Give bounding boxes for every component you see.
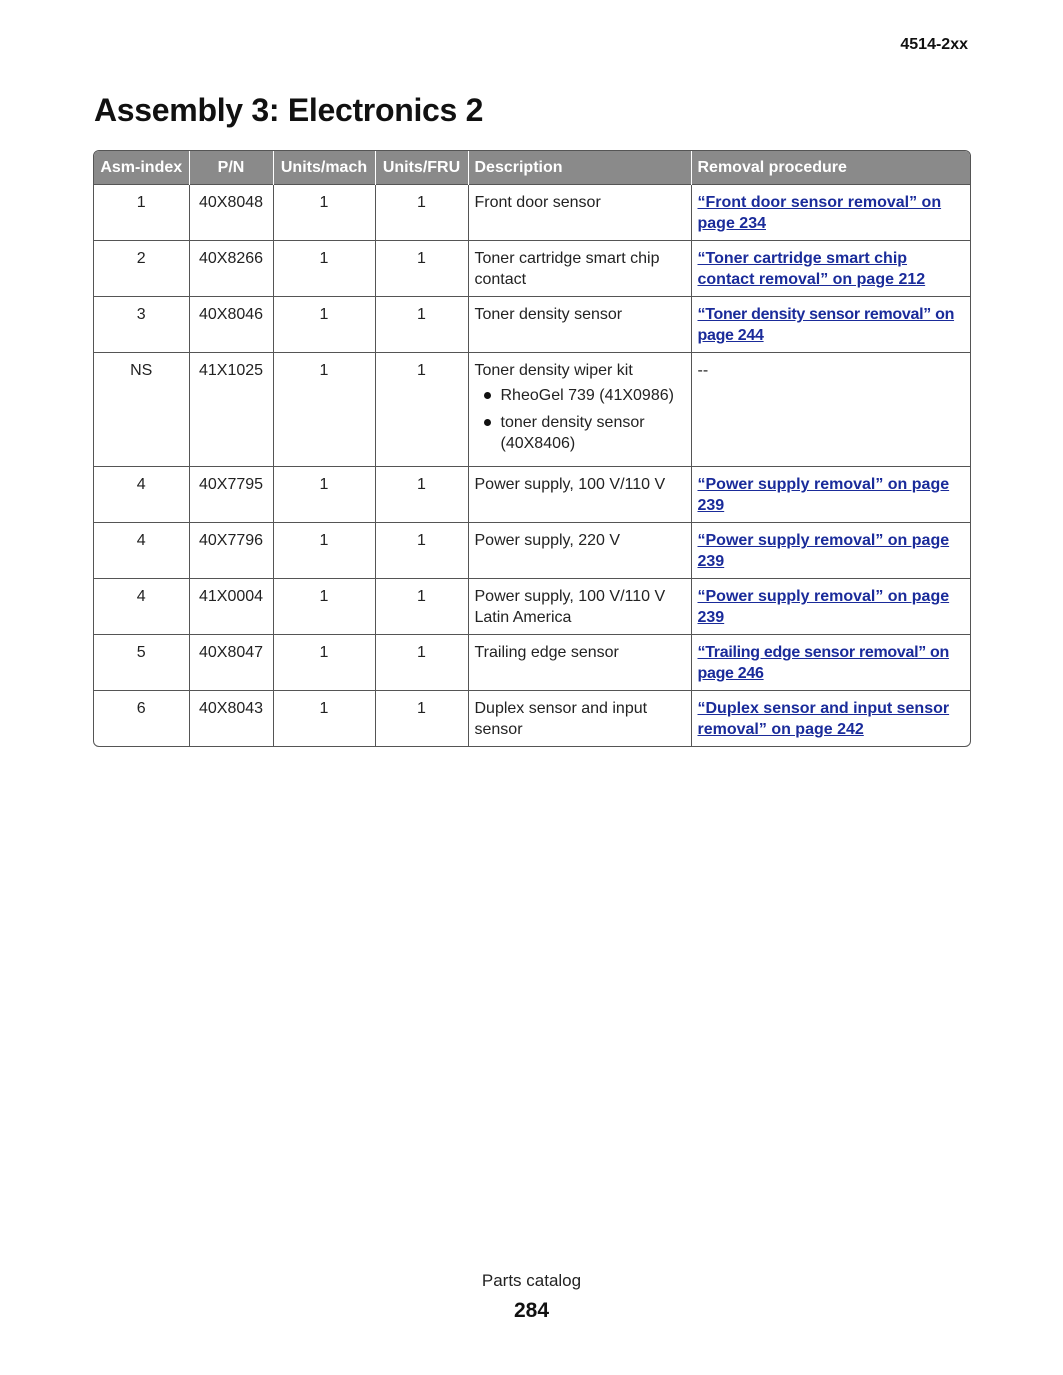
- description-cell: Duplex sensor and input sensor: [468, 691, 691, 747]
- column-header-units-per-fru: Units/FRU: [375, 151, 468, 185]
- description-cell: Front door sensor: [468, 185, 691, 241]
- removal-procedure-cell: [691, 467, 970, 523]
- table-row: [94, 353, 970, 467]
- removal-procedure-link[interactable]: “Power supply removal” on page 239: [697, 476, 950, 514]
- page-title: Assembly 3: Electronics 2: [94, 92, 484, 128]
- page-number: 284: [513, 1299, 550, 1322]
- footer-section-label: Parts catalog: [481, 1271, 582, 1290]
- part-number-cell: 40X7796: [189, 523, 273, 579]
- asm-index-cell: 6: [94, 691, 189, 747]
- units-per-machine-cell: 1: [273, 297, 375, 353]
- units-per-machine-cell: 1: [273, 691, 375, 747]
- part-number-cell: 41X1025: [189, 353, 273, 467]
- asm-index-cell: 4: [94, 467, 189, 523]
- asm-index-cell: 1: [94, 185, 189, 241]
- part-number-cell: 40X8047: [189, 635, 273, 691]
- units-per-fru-cell: 1: [375, 185, 468, 241]
- units-per-fru-cell: 1: [375, 467, 468, 523]
- column-header-units-per-machine: Units/mach: [273, 151, 375, 185]
- table-row: [94, 691, 970, 747]
- units-per-fru-cell: 1: [375, 241, 468, 297]
- removal-procedure-link[interactable]: “Toner cartridge smart chip contact removal” on page 212: [697, 250, 926, 288]
- removal-procedure-link[interactable]: “Front door sensor removal” on page 234: [697, 194, 942, 232]
- units-per-machine-cell: 1: [273, 185, 375, 241]
- column-header-part-number: P/N: [189, 151, 273, 185]
- units-per-machine-cell: 1: [273, 241, 375, 297]
- removal-procedure-cell: [691, 241, 970, 297]
- table-header-row: [94, 151, 970, 185]
- description-cell: Trailing edge sensor: [468, 635, 691, 691]
- description-cell: Power supply, 100 V/110 V Latin America: [468, 579, 691, 635]
- table-row: [94, 241, 970, 297]
- removal-procedure-cell: [691, 297, 970, 353]
- removal-procedure-cell: [691, 635, 970, 691]
- removal-procedure-link[interactable]: “Power supply removal” on page 239: [697, 532, 950, 570]
- units-per-machine-cell: 1: [273, 579, 375, 635]
- description-cell: Toner density sensor: [468, 297, 691, 353]
- part-number-cell: 40X8046: [189, 297, 273, 353]
- part-number-cell: 40X8043: [189, 691, 273, 747]
- kit-description: Toner density wiper kit: [474, 362, 633, 379]
- document-model-number: 4514-2xx: [900, 36, 968, 53]
- table-row: [94, 467, 970, 523]
- list-item: toner density sensor (40X8406): [501, 412, 685, 454]
- part-number-cell: 40X8266: [189, 241, 273, 297]
- table-row: [94, 185, 970, 241]
- asm-index-cell: 4: [94, 579, 189, 635]
- asm-index-cell: 4: [94, 523, 189, 579]
- units-per-fru-cell: 1: [375, 297, 468, 353]
- column-header-description: Description: [468, 151, 691, 185]
- units-per-fru-cell: 1: [375, 523, 468, 579]
- description-cell: [468, 353, 691, 467]
- asm-index-cell: 5: [94, 635, 189, 691]
- removal-procedure-cell: [691, 185, 970, 241]
- removal-procedure-link[interactable]: “Power supply removal” on page 239: [697, 588, 950, 626]
- list-item: RheoGel 739 (41X0986): [501, 385, 685, 406]
- description-cell: Power supply, 100 V/110 V: [468, 467, 691, 523]
- units-per-fru-cell: 1: [375, 691, 468, 747]
- table-row: [94, 523, 970, 579]
- removal-procedure-cell: [691, 579, 970, 635]
- column-header-asm-index: Asm-index: [94, 151, 189, 185]
- description-cell: Power supply, 220 V: [468, 523, 691, 579]
- removal-procedure-cell: [691, 691, 970, 747]
- table-row: [94, 635, 970, 691]
- description-cell: Toner cartridge smart chip contact: [468, 241, 691, 297]
- asm-index-cell: 2: [94, 241, 189, 297]
- units-per-fru-cell: 1: [375, 353, 468, 467]
- removal-procedure-cell: --: [691, 353, 970, 467]
- removal-procedure-cell: [691, 523, 970, 579]
- asm-index-cell: NS: [94, 353, 189, 467]
- units-per-machine-cell: 1: [273, 523, 375, 579]
- part-number-cell: 40X7795: [189, 467, 273, 523]
- removal-procedure-link[interactable]: “Trailing edge sensor removal” on page 246: [697, 644, 950, 682]
- removal-procedure-link[interactable]: “Duplex sensor and input sensor removal” on page 242: [697, 700, 950, 738]
- units-per-machine-cell: 1: [273, 635, 375, 691]
- asm-index-cell: 3: [94, 297, 189, 353]
- units-per-fru-cell: 1: [375, 635, 468, 691]
- table-row: [94, 297, 970, 353]
- removal-procedure-link[interactable]: “Toner density sensor removal” on page 244: [697, 306, 955, 344]
- units-per-machine-cell: 1: [273, 467, 375, 523]
- units-per-fru-cell: 1: [375, 579, 468, 635]
- part-number-cell: 40X8048: [189, 185, 273, 241]
- units-per-machine-cell: 1: [273, 353, 375, 467]
- parts-table-container: [93, 150, 971, 747]
- parts-table: [94, 151, 970, 746]
- kit-contents-list: [475, 385, 685, 454]
- part-number-cell: 41X0004: [189, 579, 273, 635]
- table-row: [94, 579, 970, 635]
- column-header-removal-procedure: Removal procedure: [691, 151, 970, 185]
